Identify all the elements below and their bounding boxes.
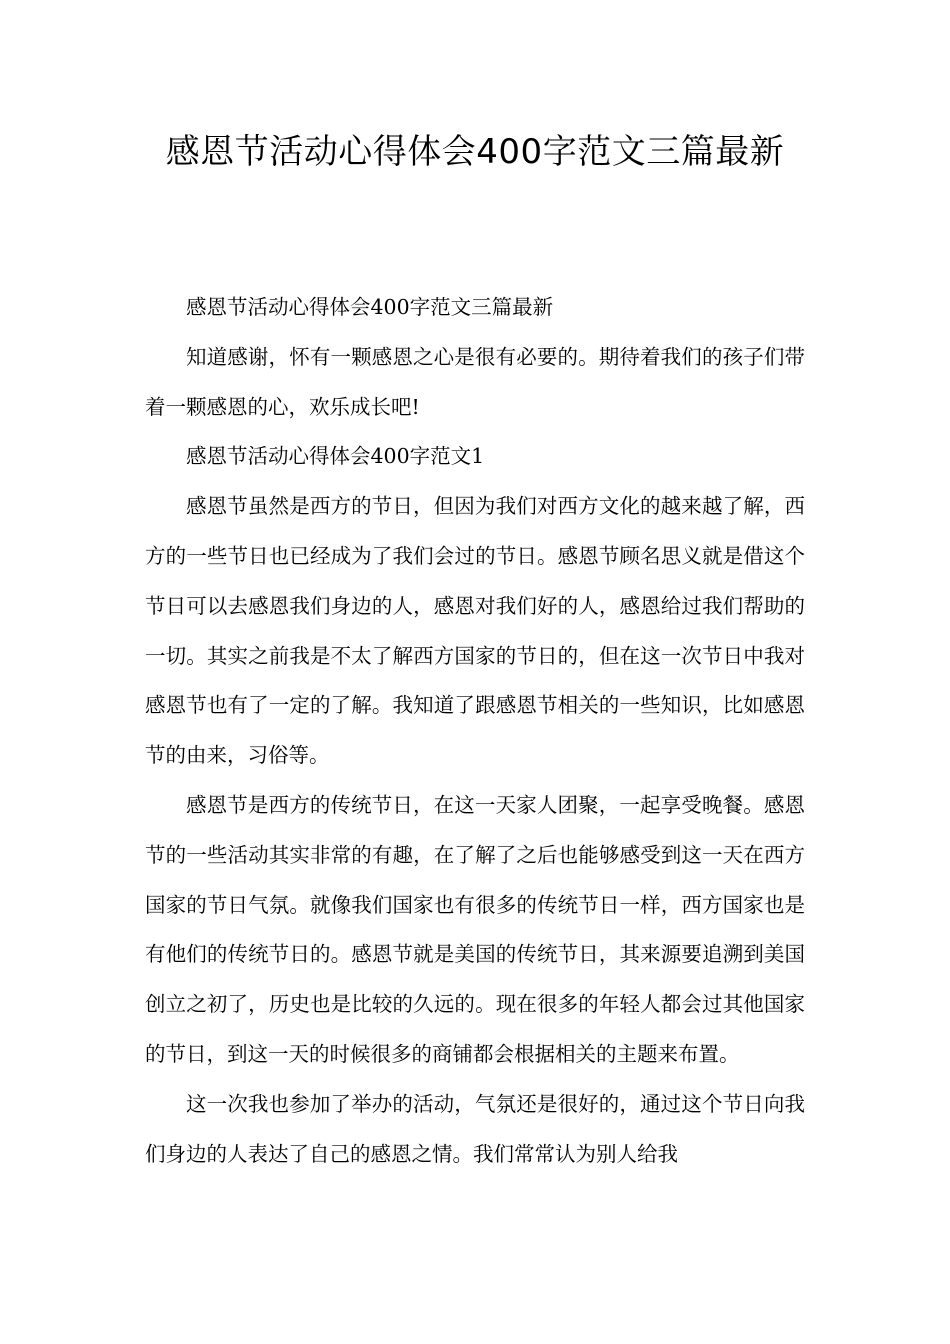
- paragraph-body-2: 感恩节是西方的传统节日，在这一天家人团聚，一起享受晚餐。感恩节的一些活动其实非常的有趣，在了解了之后也能够感受到这一天在西方国家的节日气氛。就像我们国家也有很多的传统节日一样，西方国家也是有他们的传统节日的。感恩节就是美国的传统节日，其来源要追溯到美国创立之初了，历史也是比较的久远的。现在很多的年轻人都会过其他国家的节日，到这一天的时候很多的商铺都会根据相关的主题来布置。: [145, 792, 805, 1066]
- document-body: [145, 283, 805, 1179]
- paragraph-section-heading: 感恩节活动心得体会400字范文1: [186, 444, 485, 469]
- paragraph-body-1: 感恩节虽然是西方的节日，但因为我们对西方文化的越来越了解，西方的一些节日也已经成为了我们会过的节日。感恩节顾名思义就是借这个节日可以去感恩我们身边的人，感恩对我们好的人，感恩给过我们帮助的一切。其实之前我是不太了解西方国家的节日的，但在这一次节日中我对感恩节也有了一定的了解。我知道了跟感恩节相关的一些知识，比如感恩节的由来，习俗等。: [145, 494, 805, 768]
- document-title: 感恩节活动心得体会400字范文三篇最新: [165, 132, 785, 172]
- paragraph-subtitle: 感恩节活动心得体会400字范文三篇最新: [186, 295, 554, 319]
- paragraph-body-3: 这一次我也参加了举办的活动，气氛还是很好的，通过这个节日向我们身边的人表达了自己的感恩之情。我们常常认为别人给我: [145, 1091, 805, 1166]
- paragraph-intro: 知道感谢，怀有一颗感恩之心是很有必要的。期待着我们的孩子们带着一颗感恩的心，欢乐成长吧!: [145, 344, 805, 419]
